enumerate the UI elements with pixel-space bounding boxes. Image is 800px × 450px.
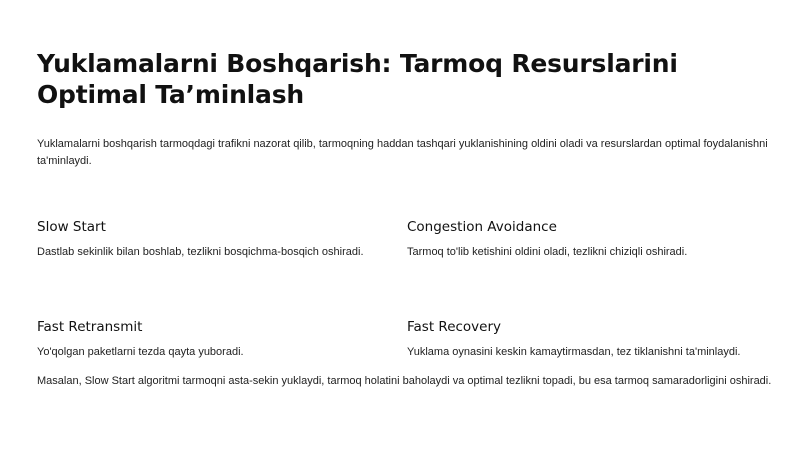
card-description-congestion-avoidance: Tarmoq to'lib ketishini oldini oladi, tezlikni chiziqli oshiradi.	[407, 246, 688, 258]
card-description-fast-retransmit: Yo'qolgan paketlarni tezda qayta yuboradi.	[37, 346, 244, 358]
card-title-slow-start: Slow Start	[37, 219, 106, 235]
outro-paragraph: Masalan, Slow Start algoritmi tarmoqni asta-sekin yuklaydi, tarmoq holatini baholaydi va optimal tezlikni topadi, bu esa tarmoq samaradorligini oshiradi.	[37, 375, 772, 387]
card-description-slow-start: Dastlab sekinlik bilan boshlab, tezlikni bosqichma-bosqich oshiradi.	[37, 246, 364, 258]
card-title-fast-retransmit: Fast Retransmit	[37, 319, 143, 335]
page-title: Yuklamalarni Boshqarish: Tarmoq Resurslarini Optimal Ta’minlash	[37, 49, 678, 109]
card-title-congestion-avoidance: Congestion Avoidance	[407, 219, 557, 235]
card-title-fast-recovery: Fast Recovery	[407, 319, 502, 335]
card-description-fast-recovery: Yuklama oynasini keskin kamaytirmasdan, tez tiklanishni ta'minlaydi.	[407, 346, 741, 358]
intro-paragraph: Yuklamalarni boshqarish tarmoqdagi trafikni nazorat qilib, tarmoqning haddan tashqari yuklanishining oldini oladi va resurslardan optimal foydalanishni ta'minlaydi.	[37, 138, 768, 167]
